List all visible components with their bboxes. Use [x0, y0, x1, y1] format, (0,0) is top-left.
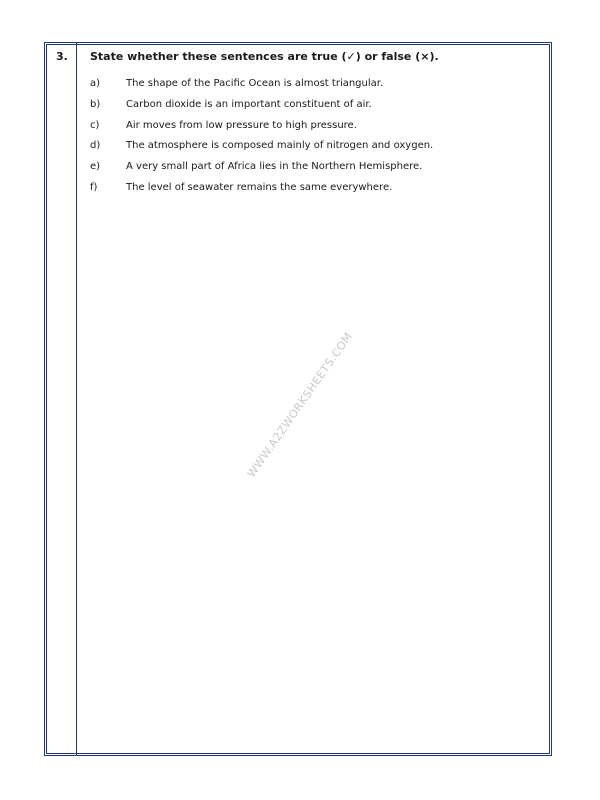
item-text: A very small part of Africa lies in the Northern Hemisphere. [126, 161, 423, 173]
item-text: Carbon dioxide is an important constituent of air. [126, 98, 372, 110]
statement-item-d [90, 140, 433, 161]
item-text: Air moves from low pressure to high pressure. [126, 119, 357, 131]
statement-item-a [90, 78, 433, 99]
question-number-column-rule [76, 42, 77, 756]
question-number: 3. [56, 50, 68, 63]
statement-item-f [90, 182, 433, 203]
watermark: WWW.A2ZWORKSHEETS.COM [244, 330, 356, 480]
question-heading: State whether these sentences are true (✓) or false (×). [90, 50, 439, 63]
statement-item-b [90, 99, 433, 120]
item-letter: d) [90, 140, 101, 152]
item-text: The level of seawater remains the same everywhere. [126, 181, 393, 193]
item-letter: e) [90, 161, 101, 173]
item-letter: a) [90, 78, 101, 89]
statement-item-c [90, 120, 433, 141]
item-letter: c) [90, 119, 100, 131]
statement-item-e [90, 161, 433, 182]
item-letter: f) [90, 181, 98, 193]
item-letter: b) [90, 98, 101, 110]
item-text: The shape of the Pacific Ocean is almost triangular. [126, 78, 384, 89]
item-text: The atmosphere is composed mainly of nitrogen and oxygen. [126, 140, 434, 152]
statement-list [90, 78, 433, 203]
